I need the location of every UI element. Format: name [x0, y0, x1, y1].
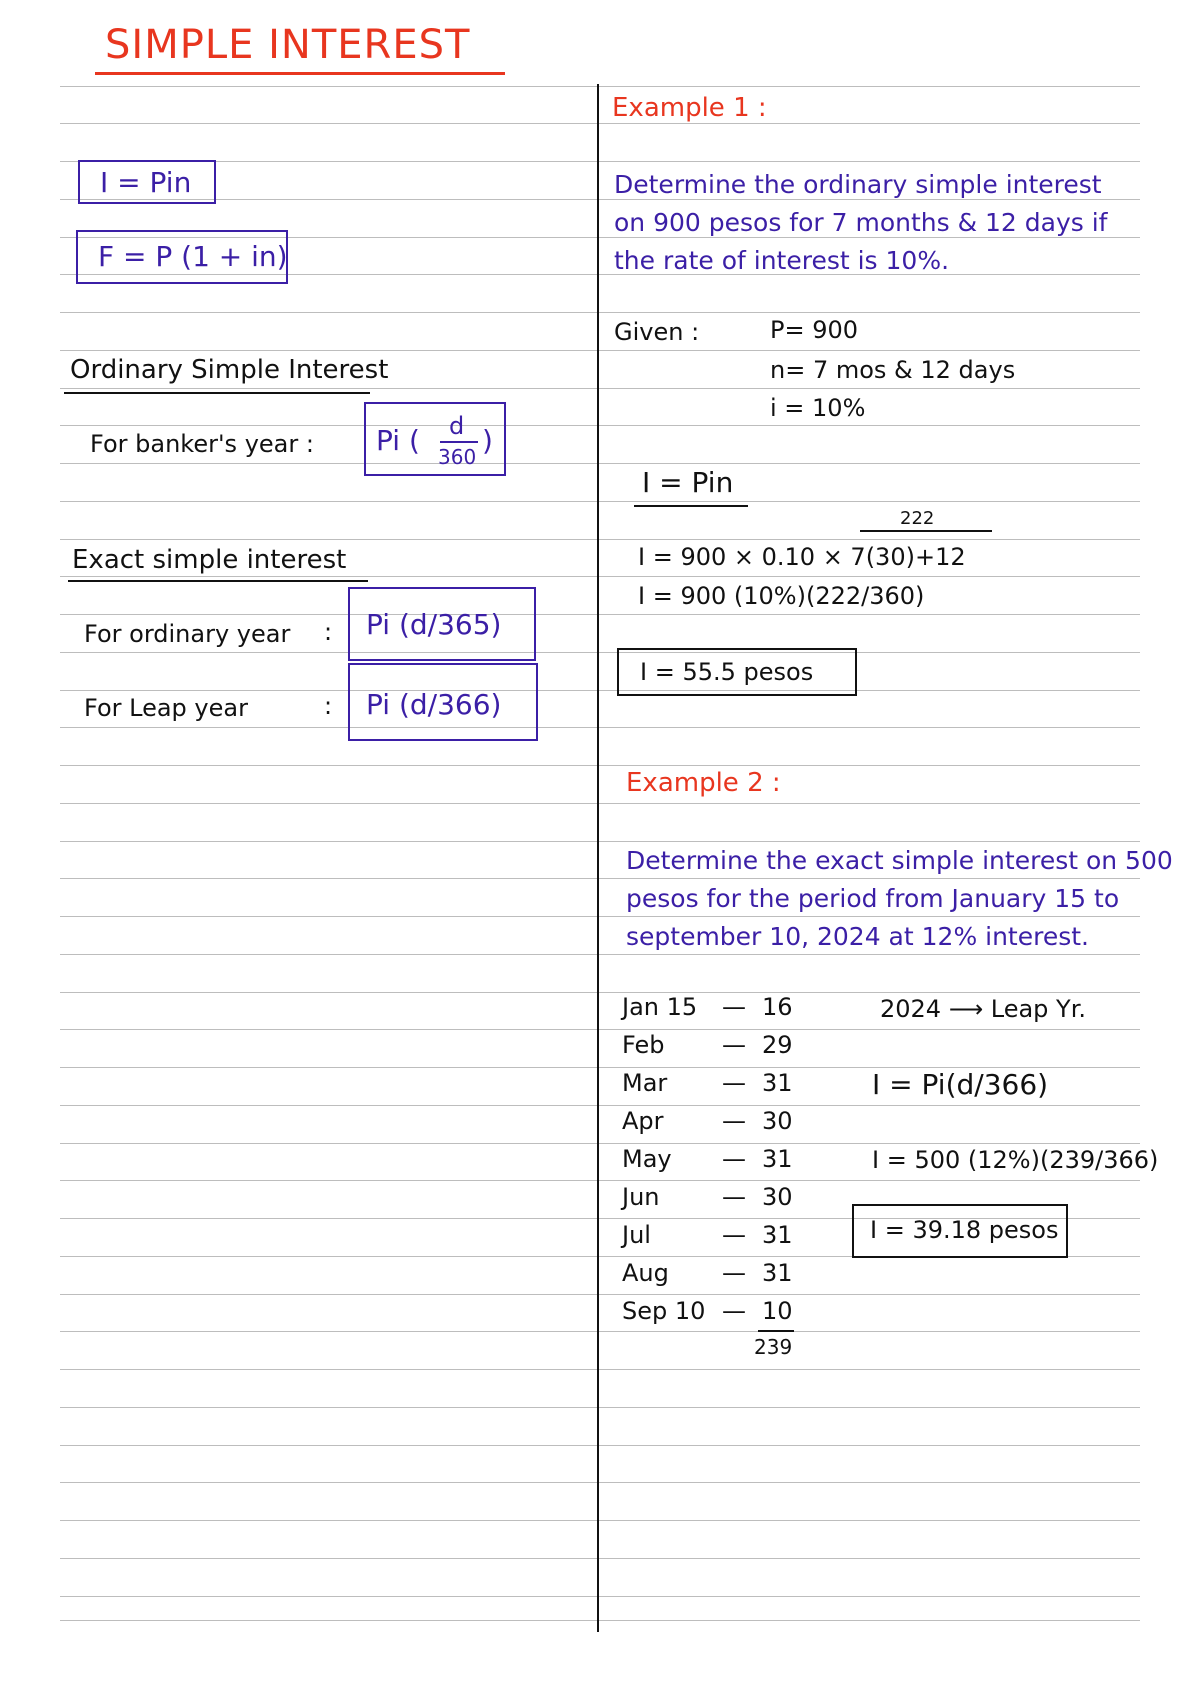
colon: : — [324, 618, 333, 646]
dash: — — [722, 1069, 746, 1097]
days-cell: 31 — [762, 1145, 793, 1173]
example1-step2: I = 900 (10%)(222/360) — [638, 582, 925, 610]
days-cell: 30 — [762, 1107, 793, 1135]
dash: — — [722, 1145, 746, 1173]
dash: — — [722, 1183, 746, 1211]
example1-problem-line: on 900 pesos for 7 months & 12 days if — [614, 208, 1108, 237]
days-cell: 31 — [762, 1259, 793, 1287]
month-cell: May — [622, 1145, 672, 1173]
bankers-formula-den: 360 — [438, 445, 477, 469]
month-cell: Aug — [622, 1259, 669, 1287]
rule-line — [60, 1331, 1140, 1332]
rule-line — [60, 1294, 1140, 1295]
rule-line — [60, 765, 1140, 766]
dash: — — [722, 1259, 746, 1287]
month-cell: Mar — [622, 1069, 668, 1097]
month-cell: Apr — [622, 1107, 664, 1135]
rule-line — [60, 161, 1140, 162]
dash: — — [722, 1031, 746, 1059]
days-total: 222 — [900, 508, 935, 529]
given-n: n= 7 mos & 12 days — [770, 356, 1016, 384]
leap-year-formula: Pi (d/366) — [366, 688, 502, 721]
bankers-label: For banker's year : — [90, 430, 314, 458]
month-cell: Sep 10 — [622, 1297, 706, 1325]
rule-line — [60, 123, 1140, 124]
example2-problem-line: september 10, 2024 at 12% interest. — [626, 922, 1090, 951]
rule-line — [60, 878, 1140, 879]
days-cell: 29 — [762, 1031, 793, 1059]
colon: : — [324, 692, 333, 720]
given-label: Given : — [614, 318, 700, 346]
rule-line — [60, 1445, 1140, 1446]
days-cell: 10 — [762, 1297, 793, 1325]
rule-line — [60, 1596, 1140, 1597]
ordinary-heading-underline — [64, 392, 370, 394]
rule-line — [60, 841, 1140, 842]
rule-line — [60, 199, 1140, 200]
example2-answer: I = 39.18 pesos — [870, 1216, 1059, 1244]
example1-answer: I = 55.5 pesos — [640, 658, 814, 686]
rule-line — [60, 803, 1140, 804]
rule-line — [60, 1369, 1140, 1370]
rule-line — [60, 727, 1140, 728]
interest-formula: I = Pin — [100, 166, 192, 199]
rule-line — [60, 1482, 1140, 1483]
rule-line — [60, 1558, 1140, 1559]
days-cell: 16 — [762, 993, 793, 1021]
example2-problem-line: pesos for the period from January 15 to — [626, 884, 1120, 913]
rule-line — [60, 1407, 1140, 1408]
example1-formula: I = Pin — [642, 466, 734, 499]
bankers-formula-suffix: ) — [482, 424, 493, 457]
given-i: i = 10% — [770, 394, 866, 422]
dash: — — [722, 1297, 746, 1325]
month-cell: Jul — [622, 1221, 651, 1249]
rule-line — [60, 1620, 1140, 1621]
rule-line — [60, 350, 1140, 351]
rule-line — [60, 463, 1140, 464]
month-cell: Feb — [622, 1031, 665, 1059]
example1-problem-line: the rate of interest is 10%. — [614, 246, 950, 275]
exact-heading-underline — [68, 580, 368, 582]
rule-line — [60, 690, 1140, 691]
dash: — — [722, 1221, 746, 1249]
rule-line — [60, 312, 1140, 313]
month-cell: Jun — [622, 1183, 660, 1211]
rule-line — [60, 576, 1140, 577]
given-p: P= 900 — [770, 316, 859, 344]
rule-line — [60, 1143, 1140, 1144]
example2-formula: I = Pi(d/366) — [872, 1068, 1049, 1101]
sum-underline — [758, 1330, 794, 1332]
rule-line — [60, 992, 1140, 993]
example1-formula-underline — [634, 505, 748, 507]
rule-line — [60, 1105, 1140, 1106]
example1-step1: I = 900 × 0.10 × 7(30)+12 — [638, 543, 966, 571]
total-days: 239 — [754, 1335, 793, 1359]
example2-step: I = 500 (12%)(239/366) — [872, 1146, 1159, 1174]
rule-line — [60, 425, 1140, 426]
rule-line — [60, 614, 1140, 615]
example2-label: Example 2 : — [626, 768, 781, 798]
month-cell: Jan 15 — [622, 993, 698, 1021]
ordinary-year-label: For ordinary year — [84, 620, 291, 648]
rule-line — [60, 1029, 1140, 1030]
title-underline — [95, 72, 505, 75]
leap-year-label: For Leap year — [84, 694, 248, 722]
example2-problem-line: Determine the exact simple interest on 500 — [626, 846, 1173, 875]
dash: — — [722, 1107, 746, 1135]
days-cell: 30 — [762, 1183, 793, 1211]
bankers-formula-num: d — [449, 412, 465, 440]
dash: — — [722, 993, 746, 1021]
fraction-bar — [440, 441, 478, 443]
rule-line — [60, 501, 1140, 502]
page-title: SIMPLE INTEREST — [105, 22, 471, 68]
rule-line — [60, 1520, 1140, 1521]
rule-line — [60, 652, 1140, 653]
example1-label: Example 1 : — [612, 93, 767, 123]
days-cell: 31 — [762, 1221, 793, 1249]
rule-line — [60, 1180, 1140, 1181]
rule-line — [60, 954, 1140, 955]
example1-problem-line: Determine the ordinary simple interest — [614, 170, 1102, 199]
future-formula: F = P (1 + in) — [98, 240, 288, 273]
days-cell: 31 — [762, 1069, 793, 1097]
rule-line — [60, 539, 1140, 540]
rule-line — [60, 916, 1140, 917]
exact-heading: Exact simple interest — [72, 545, 347, 575]
leap-note: 2024 ⟶ Leap Yr. — [880, 995, 1086, 1023]
rule-line — [60, 86, 1140, 87]
ordinary-year-formula: Pi (d/365) — [366, 608, 502, 641]
bankers-formula-prefix: Pi ( — [376, 424, 420, 457]
overline — [860, 530, 992, 532]
column-divider — [597, 84, 599, 1632]
ordinary-heading: Ordinary Simple Interest — [70, 355, 389, 385]
rule-line — [60, 388, 1140, 389]
